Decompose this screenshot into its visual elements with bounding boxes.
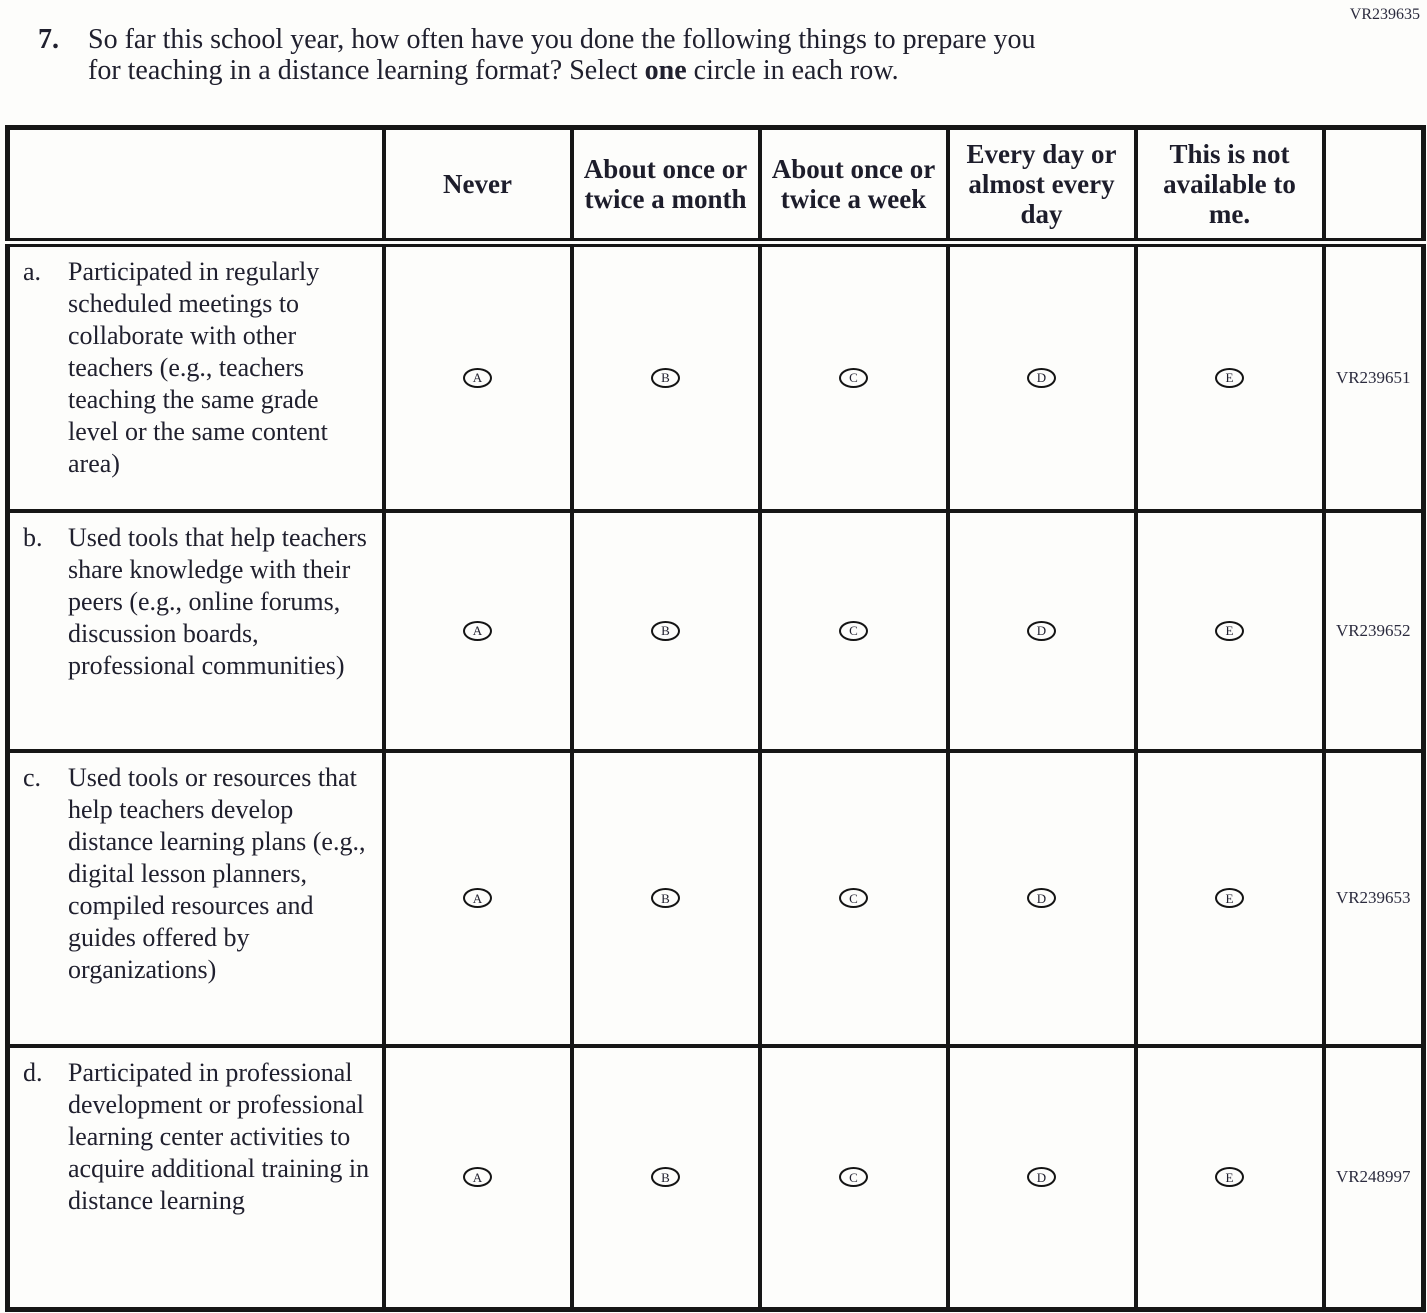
option-b-bubble[interactable]	[651, 368, 680, 388]
row-d-label: d.	[23, 1057, 43, 1087]
row-b-stem-text: Used tools that help teachers share knowledge with their peers (e.g., online forums, discussion boards, professional communities)	[68, 522, 367, 680]
header-once-twice-month: About once or twice a month	[572, 128, 760, 243]
bubble-letter: A	[472, 623, 483, 638]
bubble-letter: D	[1036, 370, 1047, 386]
row-d-cell-never	[384, 1046, 572, 1310]
bubble-letter: E	[1225, 370, 1234, 386]
option-e-bubble[interactable]	[1215, 368, 1244, 388]
bubble-letter: C	[849, 1169, 858, 1185]
row-c-cell-week	[760, 751, 948, 1046]
table-row-b	[8, 511, 1424, 751]
header-once-twice-week: About once or twice a week	[760, 128, 948, 243]
option-b-bubble[interactable]	[651, 621, 680, 641]
row-d-cell-week	[760, 1046, 948, 1310]
row-c-cell-month	[572, 751, 760, 1046]
option-a-bubble[interactable]	[463, 368, 492, 388]
row-a-label: a.	[23, 257, 42, 286]
bubble-letter: C	[849, 890, 858, 906]
response-grid	[5, 125, 1426, 1312]
row-c-stem-text: Used tools or resources that help teachers develop distance learning plans (e.g., digital lesson planners, compiled resources and guides offered by organizations)	[68, 762, 366, 984]
bubble-letter: E	[1225, 1169, 1234, 1185]
row-a-cell-everyday	[948, 243, 1136, 511]
row-d-code: VR248997	[1324, 1046, 1424, 1310]
row-a-code: VR239651	[1324, 243, 1424, 511]
row-c-cell-never	[384, 751, 572, 1046]
bubble-letter: B	[661, 890, 670, 906]
option-d-bubble[interactable]	[1027, 1167, 1056, 1187]
row-a-stem-text: Participated in regularly scheduled meetings to collaborate with other teachers (e.g., teachers teaching the same grade level or the same content area)	[68, 257, 328, 478]
row-d-stem	[8, 1046, 384, 1310]
option-e-bubble[interactable]	[1215, 888, 1244, 908]
table-row-d	[8, 1046, 1424, 1310]
header-stem-empty	[8, 128, 384, 243]
row-b-label: b.	[23, 522, 43, 552]
option-c-bubble[interactable]	[839, 621, 868, 641]
row-b-cell-never	[384, 511, 572, 751]
option-d-bubble[interactable]	[1027, 621, 1056, 641]
row-c-cell-everyday	[948, 751, 1136, 1046]
header-not-available: This is not available to me.	[1136, 128, 1324, 243]
option-c-bubble[interactable]	[839, 1167, 868, 1187]
row-d-cell-notavailable	[1136, 1046, 1324, 1310]
bubble-letter: B	[661, 623, 670, 638]
bubble-letter: A	[472, 1169, 483, 1185]
option-a-bubble[interactable]	[463, 621, 492, 641]
row-b-cell-month	[572, 511, 760, 751]
row-a-cell-week	[760, 243, 948, 511]
bubble-letter: D	[1036, 623, 1047, 638]
option-d-bubble[interactable]	[1027, 888, 1056, 908]
bubble-letter: E	[1225, 623, 1234, 638]
option-d-bubble[interactable]	[1027, 368, 1056, 388]
row-b-cell-notavailable	[1136, 511, 1324, 751]
option-e-bubble[interactable]	[1215, 621, 1244, 641]
option-e-bubble[interactable]	[1215, 1167, 1244, 1187]
bubble-letter: D	[1036, 1169, 1047, 1185]
row-b-stem	[8, 511, 384, 751]
question-line2-before: for teaching in a distance learning format? Select	[88, 55, 645, 86]
row-b-code: VR239652	[1324, 511, 1424, 751]
option-c-bubble[interactable]	[839, 368, 868, 388]
table-row-c	[8, 751, 1424, 1046]
bubble-letter: C	[849, 370, 858, 386]
question-text	[88, 24, 1268, 86]
bubble-letter: A	[472, 890, 483, 906]
option-b-bubble[interactable]	[651, 1167, 680, 1187]
row-c-stem	[8, 751, 384, 1046]
question-line1: So far this school year, how often have you done the following things to prepare you	[88, 24, 1036, 55]
row-a-cell-never	[384, 243, 572, 511]
question-bold-word: one	[644, 55, 687, 86]
row-c-code: VR239653	[1324, 751, 1424, 1046]
row-c-cell-notavailable	[1136, 751, 1324, 1046]
bubble-letter: C	[849, 623, 858, 638]
question-number: 7.	[38, 24, 59, 55]
option-a-bubble[interactable]	[463, 888, 492, 908]
question-line2-after: circle in each row.	[686, 55, 899, 86]
option-c-bubble[interactable]	[839, 888, 868, 908]
header-never: Never	[384, 128, 572, 243]
row-a-stem	[8, 243, 384, 511]
row-a-cell-month	[572, 243, 760, 511]
bubble-letter: D	[1036, 890, 1047, 906]
row-c-label: c.	[23, 762, 42, 792]
option-b-bubble[interactable]	[651, 888, 680, 908]
row-b-cell-week	[760, 511, 948, 751]
header-every-day: Every day or almost every day	[948, 128, 1136, 243]
header-code-empty	[1324, 128, 1424, 243]
bubble-letter: E	[1225, 890, 1234, 906]
row-d-cell-month	[572, 1046, 760, 1310]
form-code: VR239635	[1349, 6, 1420, 23]
bubble-letter: B	[661, 1169, 670, 1185]
option-a-bubble[interactable]	[463, 1167, 492, 1187]
row-d-cell-everyday	[948, 1046, 1136, 1310]
bubble-letter: A	[472, 370, 483, 386]
row-d-stem-text: Participated in professional development or professional learning center activities to acquire additional training in distance learning	[68, 1057, 370, 1215]
bubble-letter: B	[661, 370, 670, 386]
table-row-a	[8, 243, 1424, 511]
header-row	[8, 128, 1424, 243]
row-a-cell-notavailable	[1136, 243, 1324, 511]
row-b-cell-everyday	[948, 511, 1136, 751]
